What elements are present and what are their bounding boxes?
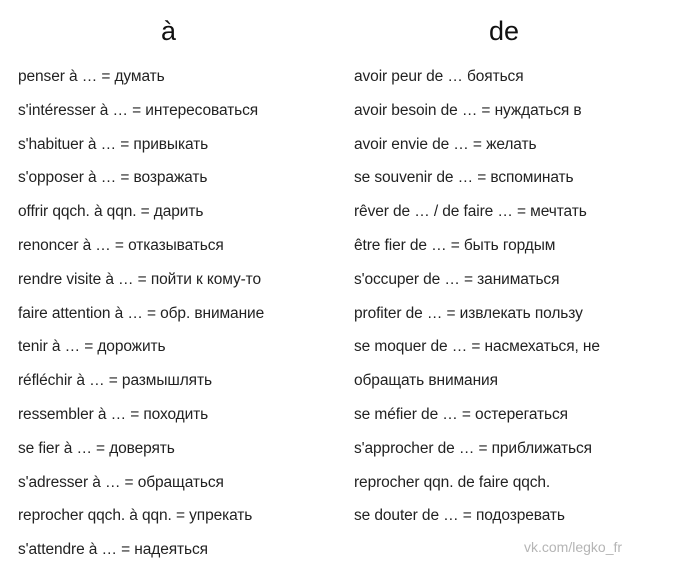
heading-a: à: [161, 16, 177, 46]
list-item: s'intéresser à … = интересоваться: [18, 101, 259, 119]
watermark: vk.com/legko_fr: [524, 539, 623, 555]
list-item: renoncer à … = отказываться: [18, 236, 224, 254]
list-item: avoir peur de … бояться: [354, 68, 524, 85]
list-item: se souvenir de … = вспоминать: [354, 169, 574, 187]
list-item: rendre visite à … = пойти к кому-то: [18, 270, 262, 288]
list-item: s'attendre à … = надеяться: [18, 541, 208, 559]
list-item: être fier de … = быть гордым: [354, 236, 556, 254]
list-item: reprocher qqch. à qqn. = упрекать: [18, 507, 253, 525]
list-item: rêver de … / de faire … = мечтать: [354, 203, 587, 221]
left-column-list: [18, 63, 264, 570]
list-item: s'adresser à … = обращаться: [18, 473, 224, 491]
list-item: s'habituer à … = привыкать: [18, 135, 209, 153]
list-item: avoir besoin de … = нуждаться в: [354, 101, 582, 119]
list-item: se moquer de … = насмехаться, не: [354, 338, 600, 356]
list-item: tenir à … = дорожить: [18, 338, 166, 356]
list-item: réfléchir à … = размышлять: [18, 372, 212, 390]
list-item: profiter de … = извлекать пользу: [354, 304, 583, 322]
list-item: обращать внимания: [354, 372, 498, 390]
list-item: se méfier de … = остерегаться: [354, 405, 568, 423]
list-item: reprocher qqn. de faire qqch.: [354, 473, 551, 491]
heading-de: de: [489, 16, 520, 46]
list-item: se fier à … = доверять: [18, 439, 175, 457]
list-item: offrir qqch. à qqn. = дарить: [18, 203, 204, 221]
list-item: s'opposer à … = возражать: [18, 169, 208, 187]
list-item: faire attention à … = обр. внимание: [18, 304, 265, 322]
list-item: se douter de … = подозревать: [354, 507, 565, 525]
list-item: ressembler à … = походить: [18, 405, 209, 423]
right-column-list: [354, 63, 600, 536]
list-item: avoir envie de … = желать: [354, 135, 537, 153]
list-item: penser à … = думать: [18, 68, 165, 85]
list-item: s'approcher de … = приближаться: [354, 439, 592, 457]
list-item: s'occuper de … = заниматься: [354, 270, 560, 288]
